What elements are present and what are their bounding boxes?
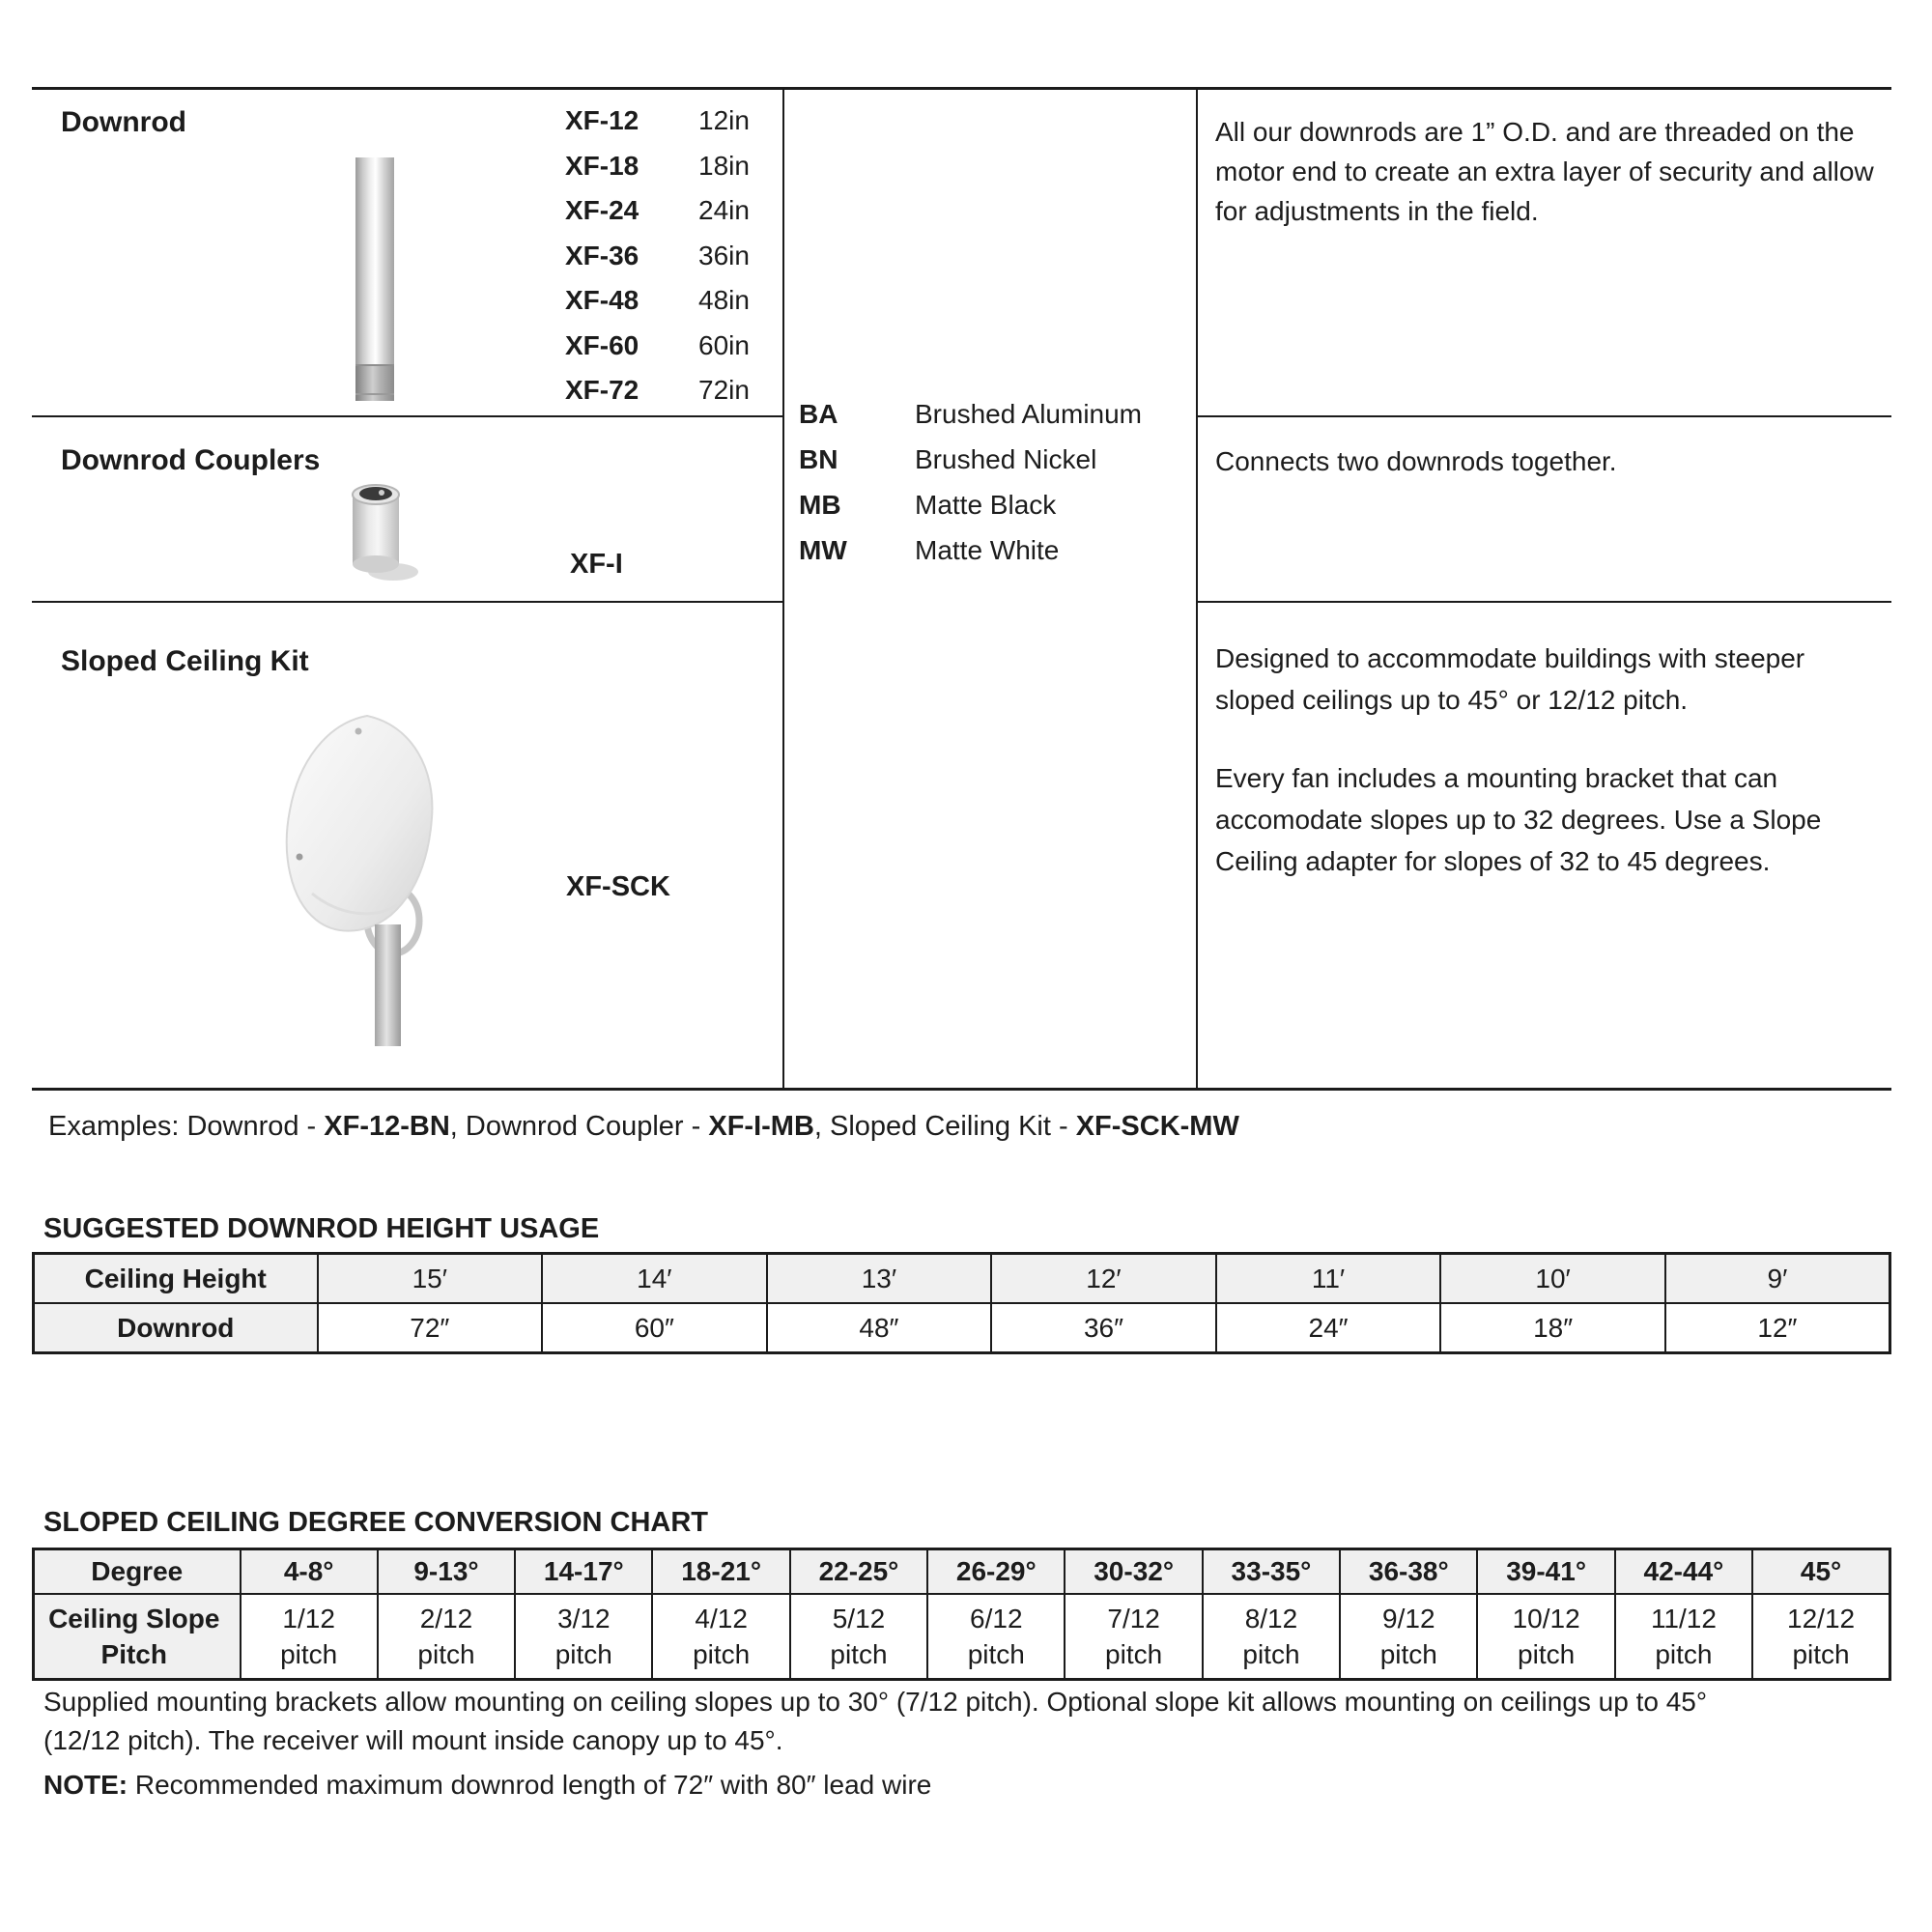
pitch-value: 12/12 (1787, 1604, 1856, 1634)
downrod-model-row (565, 368, 787, 413)
pitch-word: pitch (280, 1639, 338, 1669)
model-code: XF-72 (565, 375, 639, 406)
pitch-value-cell (652, 1594, 789, 1680)
sloped-kit-code: XF-SCK (566, 871, 670, 902)
left-row-divider-1 (32, 415, 782, 417)
downrod-model-row (565, 99, 787, 144)
finish-legend (799, 391, 1185, 573)
model-code: XF-60 (565, 329, 639, 360)
examples-mid1: , Downrod Coupler - (449, 1111, 709, 1142)
degree-range: 14-17° (515, 1549, 652, 1595)
left-row-divider-2 (32, 601, 782, 603)
model-size: 18in (698, 150, 750, 181)
pitch-value-cell (790, 1594, 927, 1680)
downrod-height-table (32, 1252, 1891, 1354)
finish-row (799, 391, 1185, 437)
downrod-threaded-end (355, 364, 394, 401)
degree-range: 22-25° (790, 1549, 927, 1595)
coupler-description (1215, 440, 1891, 482)
pitch-word: pitch (967, 1639, 1025, 1669)
table-bottom-border (32, 1088, 1891, 1091)
ceiling-height-value: 12′ (991, 1254, 1216, 1304)
ceiling-height-label: Ceiling Height (34, 1254, 318, 1304)
note-line (43, 1770, 931, 1801)
finish-code: BA (799, 398, 838, 429)
examples-mid2: , Sloped Ceiling Kit - (813, 1111, 1076, 1142)
right-row-divider-1 (1198, 415, 1891, 417)
ceiling-height-value: 9′ (1665, 1254, 1890, 1304)
pitch-word: pitch (1242, 1639, 1300, 1669)
model-code: XF-36 (565, 240, 639, 270)
examples-line (48, 1111, 1239, 1143)
example-downrod-code: XF-12-BN (324, 1111, 450, 1142)
finish-name: Matte White (915, 534, 1060, 565)
pitch-value-cell (927, 1594, 1065, 1680)
downrod-length-value: 24″ (1216, 1303, 1441, 1353)
downrod-row-label: Downrod (34, 1303, 318, 1353)
coupler-product-image (343, 479, 422, 585)
downrod-length-row (34, 1303, 1890, 1353)
model-code: XF-48 (565, 285, 639, 316)
sloped-kit-section-label: Sloped Ceiling Kit (61, 645, 309, 677)
finish-name: Matte Black (915, 489, 1057, 520)
pitch-word: pitch (1655, 1639, 1713, 1669)
pitch-value-cell (1203, 1594, 1340, 1680)
downrod-description (1215, 112, 1891, 231)
pitch-value-cell (378, 1594, 515, 1680)
downrod-length-value: 60″ (542, 1303, 767, 1353)
pitch-value-cell (241, 1594, 378, 1680)
degree-row-label: Degree (34, 1549, 241, 1595)
sloped-kit-description-p1: Designed to accommodate buildings with steeper sloped ceilings up to 45° or 12/12 pitch. (1215, 643, 1805, 715)
downrod-product-image (355, 157, 394, 401)
downrod-model-list (565, 99, 787, 413)
downrod-section-label: Downrod (61, 106, 186, 138)
degree-range: 30-32° (1065, 1549, 1202, 1595)
ceiling-height-value: 15′ (318, 1254, 543, 1304)
pitch-word: pitch (554, 1639, 612, 1669)
downrod-length-value: 18″ (1440, 1303, 1665, 1353)
pitch-value: 11/12 (1650, 1604, 1717, 1634)
sloped-kit-description (1215, 638, 1858, 882)
downrod-description-text: All our downrods are 1” O.D. and are threaded on the motor end to create an extra layer of security and allow for adjustments in the field. (1215, 117, 1874, 226)
pitch-word: pitch (417, 1639, 475, 1669)
pitch-word: pitch (830, 1639, 888, 1669)
pitch-value: 10/12 (1512, 1604, 1580, 1634)
pitch-value: 3/12 (557, 1604, 611, 1634)
pitch-value-cell (515, 1594, 652, 1680)
pitch-word: pitch (1518, 1639, 1576, 1669)
pitch-value-cell (1065, 1594, 1202, 1680)
pitch-value: 9/12 (1382, 1604, 1435, 1634)
pitch-value-cell (1340, 1594, 1477, 1680)
ceiling-height-value: 11′ (1216, 1254, 1441, 1304)
ceiling-height-value: 13′ (767, 1254, 992, 1304)
example-sloped-kit-code: XF-SCK-MW (1075, 1111, 1239, 1142)
degree-conversion-table (32, 1548, 1891, 1681)
downrod-length-value: 36″ (991, 1303, 1216, 1353)
pitch-row-label: Ceiling Slope Pitch (34, 1594, 241, 1680)
ceiling-height-value: 10′ (1440, 1254, 1665, 1304)
finish-name: Brushed Nickel (915, 443, 1097, 474)
sloped-kit-description-p2: Every fan includes a mounting bracket that can accomodate slopes up to 32 degrees. Use a Slope Ceiling adapter for slopes of 32 to 45 degrees. (1215, 763, 1822, 876)
model-size: 72in (698, 375, 750, 406)
degree-range: 42-44° (1615, 1549, 1752, 1595)
sloped-ceiling-kit-product-image (273, 710, 452, 1048)
pitch-row (34, 1594, 1890, 1680)
degree-range: 4-8° (241, 1549, 378, 1595)
degree-row (34, 1549, 1890, 1595)
model-code: XF-24 (565, 195, 639, 226)
downrod-model-row (565, 188, 787, 234)
downrod-model-row (565, 234, 787, 279)
model-code: XF-18 (565, 150, 639, 181)
ceiling-height-row (34, 1254, 1890, 1304)
right-row-divider-2 (1198, 601, 1891, 603)
pitch-value: 1/12 (282, 1604, 335, 1634)
pitch-value-cell (1615, 1594, 1752, 1680)
pitch-word: pitch (1792, 1639, 1850, 1669)
finish-row (799, 437, 1185, 482)
degree-range: 9-13° (378, 1549, 515, 1595)
pitch-value: 2/12 (419, 1604, 473, 1634)
height-table-title: SUGGESTED DOWNROD HEIGHT USAGE (43, 1213, 600, 1244)
mounting-bracket-note: Supplied mounting brackets allow mounting on ceiling slopes up to 30° (7/12 pitch). Optional slope kit allows mounting on ceilings up to 45° (12/12 pitch). The receiver will mount inside canopy up to 45°. (43, 1687, 1708, 1755)
model-size: 12in (698, 105, 750, 136)
degree-range: 45° (1752, 1549, 1889, 1595)
downrod-length-value: 48″ (767, 1303, 992, 1353)
pitch-value: 8/12 (1244, 1604, 1298, 1634)
coupler-code: XF-I (570, 549, 623, 580)
pitch-word: pitch (1105, 1639, 1163, 1669)
model-size: 48in (698, 285, 750, 316)
finish-row (799, 482, 1185, 527)
note-label: NOTE: (43, 1770, 128, 1800)
ceiling-height-value: 14′ (542, 1254, 767, 1304)
downrod-model-row (565, 324, 787, 369)
degree-range: 18-21° (652, 1549, 789, 1595)
downrod-length-value: 72″ (318, 1303, 543, 1353)
examples-lead: Examples: Downrod - (48, 1111, 325, 1142)
finish-code: MB (799, 489, 841, 520)
model-code: XF-12 (565, 105, 639, 136)
model-size: 60in (698, 329, 750, 360)
finish-code: BN (799, 443, 838, 474)
degree-range: 39-41° (1477, 1549, 1614, 1595)
pitch-value: 6/12 (970, 1604, 1023, 1634)
note-text: Recommended maximum downrod length of 72″ with 80″ lead wire (128, 1770, 932, 1800)
coupler-section-label: Downrod Couplers (61, 444, 321, 476)
model-size: 36in (698, 240, 750, 270)
table-vertical-divider-2 (1196, 87, 1198, 1091)
degree-chart-title: SLOPED CEILING DEGREE CONVERSION CHART (43, 1507, 709, 1538)
pitch-value: 7/12 (1107, 1604, 1160, 1634)
degree-range: 33-35° (1203, 1549, 1340, 1595)
degree-range: 36-38° (1340, 1549, 1477, 1595)
pitch-value-cell (1752, 1594, 1889, 1680)
downrod-length-value: 12″ (1665, 1303, 1890, 1353)
pitch-value: 5/12 (832, 1604, 886, 1634)
finish-row (799, 527, 1185, 573)
pitch-value-cell (1477, 1594, 1614, 1680)
pitch-value: 4/12 (695, 1604, 748, 1634)
degree-range: 26-29° (927, 1549, 1065, 1595)
table-top-border (32, 87, 1891, 90)
product-table (32, 87, 1891, 1091)
pitch-word: pitch (1379, 1639, 1437, 1669)
model-size: 24in (698, 195, 750, 226)
finish-name: Brushed Aluminum (915, 398, 1143, 429)
example-coupler-code: XF-I-MB (708, 1111, 814, 1142)
downrod-model-row (565, 278, 787, 324)
finish-code: MW (799, 534, 847, 565)
pitch-word: pitch (693, 1639, 751, 1669)
coupler-description-text: Connects two downrods together. (1215, 446, 1617, 476)
downrod-model-row (565, 144, 787, 189)
